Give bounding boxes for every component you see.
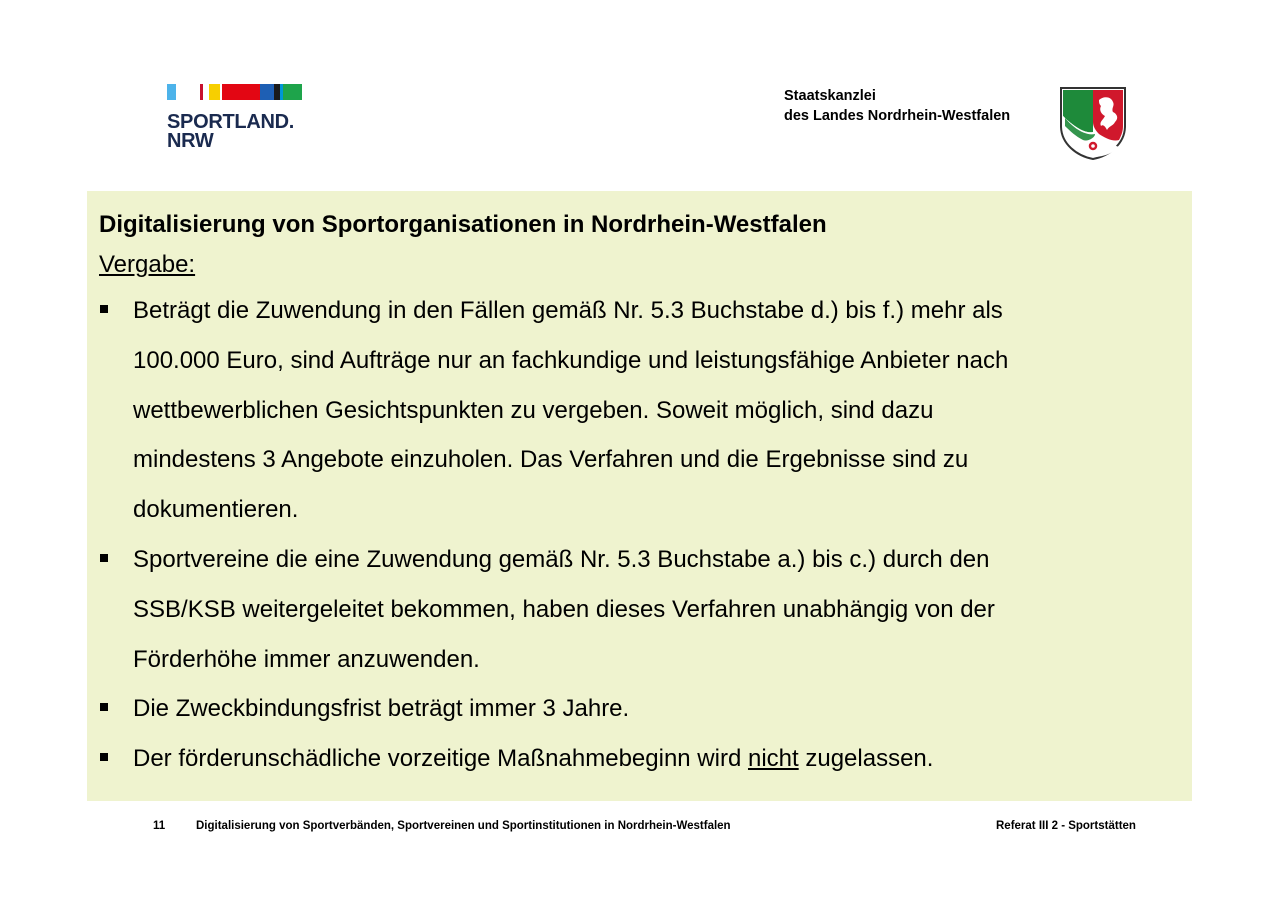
list-item bbox=[87, 286, 1163, 535]
staatskanzlei-wordmark bbox=[784, 86, 1010, 126]
slide-title: Digitalisierung von Sportorganisationen in Nordrhein-Westfalen bbox=[99, 211, 827, 238]
staatskanzlei-line1: Staatskanzlei bbox=[784, 88, 876, 104]
list-item bbox=[87, 734, 1163, 784]
bullet-line: Sportvereine die eine Zuwendung gemäß Nr. 5.3 Buchstabe a.) bis c.) durch den bbox=[133, 545, 990, 573]
bullet-square-icon bbox=[100, 703, 108, 711]
bullet-line: 100.000 Euro, sind Aufträge nur an fachkundige und leistungsfähige Anbieter nach bbox=[133, 346, 1009, 374]
bullet-line: wettbewerblichen Gesichtspunkten zu vergeben. Soweit möglich, sind dazu bbox=[133, 396, 934, 424]
bullet-text-emphasis: nicht bbox=[747, 745, 799, 773]
sportland-wordmark bbox=[167, 113, 294, 151]
color-stripes-icon bbox=[167, 84, 302, 100]
bullet-square-icon bbox=[100, 753, 108, 761]
bullet-line: SSB/KSB weitergeleitet bekommen, haben dieses Verfahren unabhängig von der bbox=[133, 595, 995, 623]
sportland-line1: SPORTLAND. bbox=[167, 111, 295, 133]
sportland-nrw-logo bbox=[167, 84, 307, 154]
footer-title: Digitalisierung von Sportverbänden, Sportvereinen und Sportinstitutionen in Nordrhein-Westfalen bbox=[196, 820, 731, 832]
bullet-line: mindestens 3 Angebote einzuholen. Das Verfahren und die Ergebnisse sind zu bbox=[133, 446, 969, 474]
bullet-line: dokumentieren. bbox=[133, 496, 299, 524]
list-item bbox=[87, 535, 1163, 684]
bullet-text-prefix: Der förderunschädliche vorzeitige Maßnahmebeginn wird bbox=[133, 745, 748, 773]
bullet-line bbox=[133, 734, 1163, 784]
bullet-square-icon bbox=[100, 554, 108, 562]
staatskanzlei-line2: des Landes Nordrhein-Westfalen bbox=[784, 108, 1011, 124]
footer-department: Referat III 2 - Sportstätten bbox=[996, 820, 1136, 832]
staatskanzlei-logo bbox=[784, 86, 1129, 161]
bullet-text-suffix: zugelassen. bbox=[798, 745, 934, 773]
bullet-line: Beträgt die Zuwendung in den Fällen gemäß Nr. 5.3 Buchstabe d.) bis f.) mehr als bbox=[133, 297, 1003, 324]
nrw-coat-of-arms-icon bbox=[1059, 86, 1127, 160]
page-number: 11 bbox=[153, 820, 166, 832]
bullet-list bbox=[87, 286, 1192, 784]
bullet-square-icon bbox=[100, 305, 108, 313]
sportland-line2: NRW bbox=[167, 130, 214, 152]
bullet-line: Förderhöhe immer anzuwenden. bbox=[133, 645, 480, 673]
list-item bbox=[87, 684, 1163, 734]
slide-subtitle: Vergabe: bbox=[99, 251, 196, 278]
slide-content bbox=[87, 191, 1192, 801]
bullet-line: Die Zweckbindungsfrist beträgt immer 3 Jahre. bbox=[133, 695, 630, 723]
